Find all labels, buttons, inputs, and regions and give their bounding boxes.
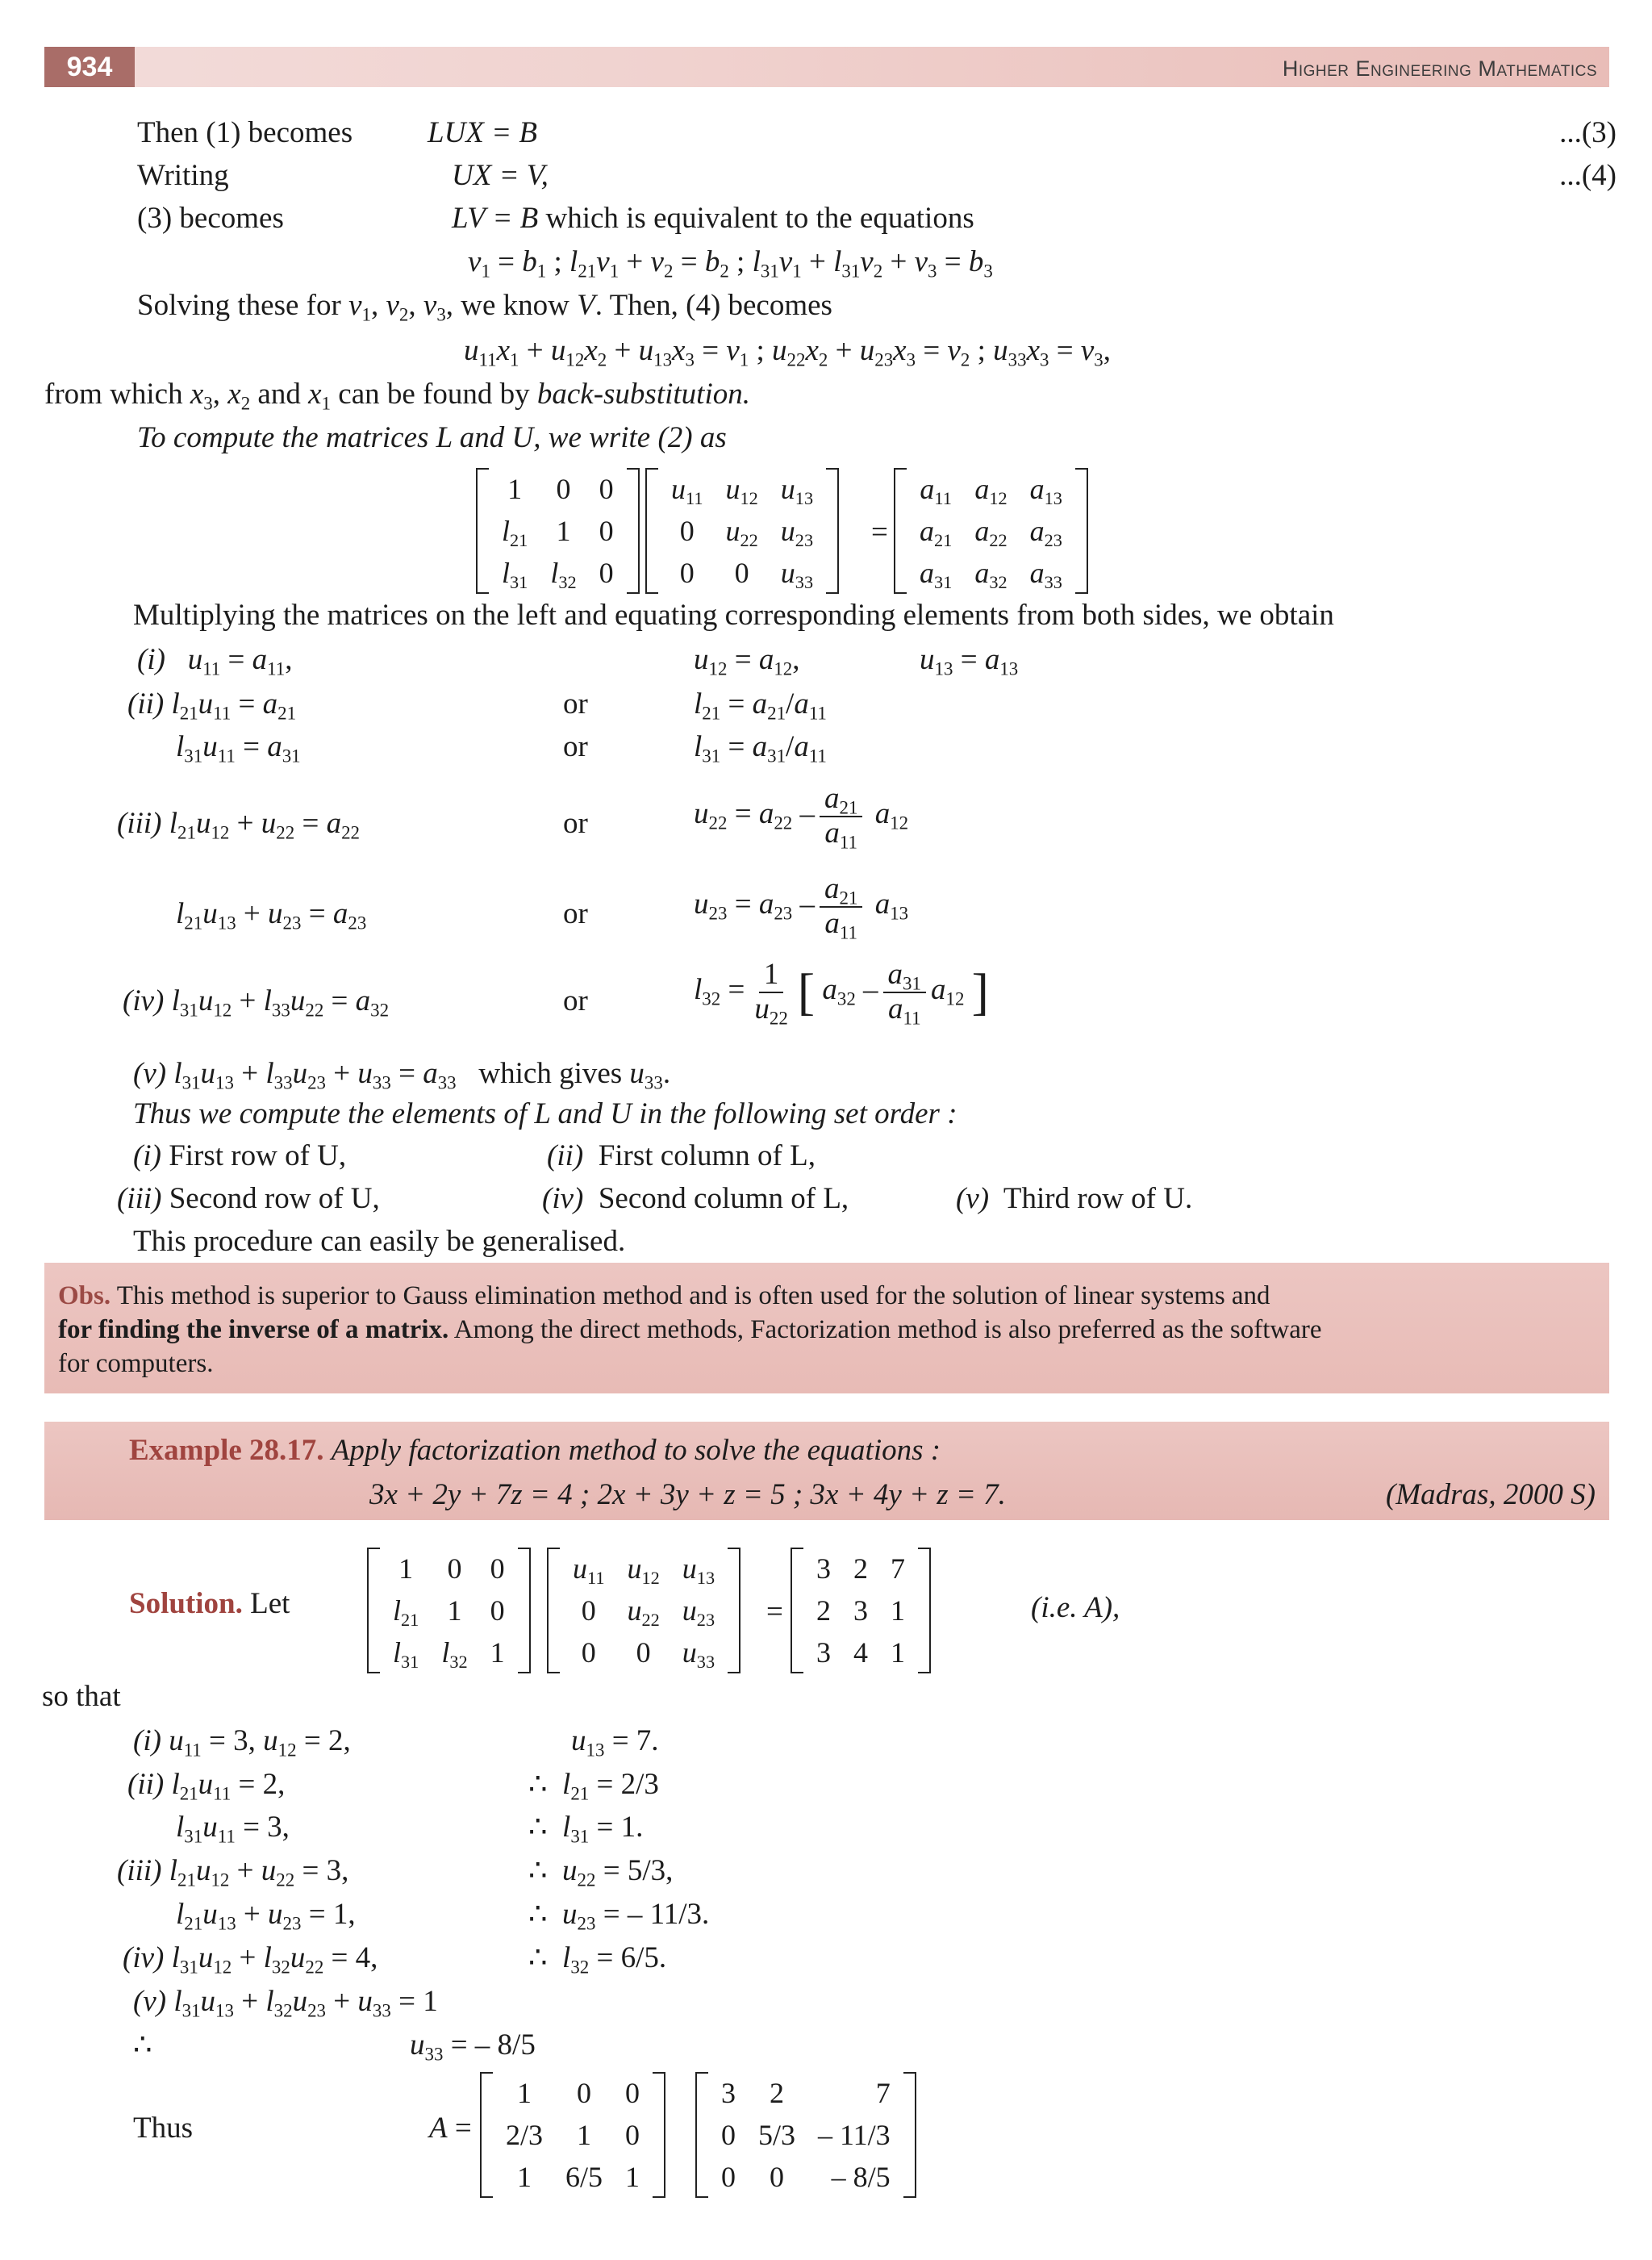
result-l-cell: 1 <box>625 2160 640 2193</box>
thus-compute-text: Thus we compute the elements of L and U in the following set order : <box>133 1097 957 1130</box>
which-gives: which gives <box>478 1057 623 1090</box>
solving-line: Solving these for $v_1$, $v_2$, $v_3$, we know V. Then, (4) becomes <box>137 289 832 325</box>
step-5-right: ∴ $u_{23}$ = – 11/3. <box>528 1898 710 1934</box>
result-u-row <box>710 2072 902 2114</box>
eq-iv-right: $l_{32}$ = $\frac{1}{u_{22}}$ [ $a_{32}$ – $\frac{a_{31}}{a_{11}}$ $a_{12}$ ] <box>694 958 989 1029</box>
from-which-b: and <box>250 378 309 411</box>
order-4-text: Second column of L, <box>598 1182 849 1215</box>
solving-b: , we know <box>445 289 578 322</box>
obs-text-1: This method is superior to Gauss elimination method and is often used for the solution of linear systems and <box>111 1281 1270 1310</box>
step-3-left: $l_{31}u_{11} = 3$, <box>176 1811 290 1847</box>
obs-text-2b: Among the direct methods, Factorization method is also preferred as the software <box>448 1315 1322 1344</box>
back-substitution: back-substitution. <box>536 378 750 411</box>
order-5: (v) Third row of U. <box>956 1182 1193 1215</box>
order-2-text: First column of L, <box>598 1139 816 1172</box>
a-equals-label: A = <box>429 2112 472 2145</box>
ie-a-text: (i.e. A), <box>1031 1591 1120 1624</box>
then-eq-text: LUX = B <box>428 116 537 149</box>
result-matrix-u <box>695 2072 916 2198</box>
matrix-a-row <box>805 1631 916 1673</box>
example-label: Example 28.17. <box>129 1434 324 1467</box>
order-2: (ii) First column of L, <box>547 1139 816 1172</box>
writing-label: Writing <box>137 159 229 192</box>
result-u-cell: 2 <box>770 2076 784 2109</box>
becomes3-rest: which is equivalent to the equations <box>538 202 974 235</box>
becomes3-label: (3) becomes <box>137 202 284 235</box>
order-1-text: First row of U, <box>169 1139 347 1172</box>
eq-v: (v) $l_{31}u_{13} + l_{33}u_{23} + u_{33} = a_{33}$ which gives $u_{33}$. <box>133 1057 671 1093</box>
result-l-row <box>494 2156 651 2198</box>
example-source <box>1386 1477 1596 1514</box>
solving-a: Solving these for <box>137 289 349 322</box>
eq-ii-b-left: $l_{31}u_{11} = a_{31}$ <box>176 730 301 767</box>
solution-matrix-a <box>791 1548 931 1673</box>
solution-equals: = <box>766 1595 783 1628</box>
example-equations-text: 3x + 2y + 7z = 4 ; 2x + 3y + z = 5 ; 3x + 4y + z = 7. <box>369 1478 1006 1511</box>
solution-matrix-l: 1 0 0 $l_{21}$ 1 0 $l_{31}$ $l_{32}$ 1 <box>367 1548 531 1673</box>
step-6-right: ∴ $l_{32} = 6/5$. <box>528 1941 667 1978</box>
matrix-l-symbolic: 1 0 0 $l_{21}$ 1 0 $l_{31}$ $l_{32}$ 0 <box>476 468 640 594</box>
result-l-cell: 0 <box>625 2118 640 2151</box>
eq-iii-left: (iii) $l_{21}u_{12} + u_{22} = a_{22}$ <box>117 807 361 843</box>
matrix-a-cell: 1 <box>891 1635 905 1669</box>
eq-ii-b-right: $l_{31} = a_{31}/a_{11}$ <box>694 730 827 767</box>
from-which-line: from which $x_3$, $x_2$ and $x_1$ can be found by back-substitution. <box>44 378 750 414</box>
solution-label: Solution. <box>129 1587 243 1620</box>
or-iii-b: or <box>563 897 588 930</box>
order-3: (iii) Second row of U, <box>117 1182 380 1215</box>
result-l-cell: 0 <box>577 2076 592 2109</box>
matrix-a-cell: 7 <box>891 1552 905 1585</box>
step-1-right: $u_{13} = 7$. <box>571 1724 659 1761</box>
matrix-a-row <box>805 1590 916 1631</box>
multiplying-line: Multiplying the matrices on the left and equating corresponding elements from both sides, we obtain <box>133 599 1334 632</box>
or-iv: or <box>563 984 588 1017</box>
result-u-cell: 5/3 <box>758 2118 796 2151</box>
eq-iii-b-right: $u_{23} = a_{23}$ – $\frac{a_{21}}{a_{11}}$ $a_{13}$ <box>694 872 909 943</box>
thus-label: Thus <box>133 2112 193 2145</box>
order-1: (i) First row of U, <box>133 1139 347 1172</box>
therefore-symbol: ∴ <box>133 2028 152 2062</box>
eq-ii-right: $l_{21} = a_{21}/a_{11}$ <box>694 687 827 724</box>
solution-let-text: Let <box>250 1587 290 1620</box>
example-header <box>129 1432 941 1469</box>
result-u-cell: – 8/5 <box>831 2160 891 2193</box>
result-l-cell: 6/5 <box>565 2160 603 2193</box>
order-5-text: Third row of U. <box>1003 1182 1193 1215</box>
to-compute-line <box>137 420 727 457</box>
becomes3-eq-text: LV = B <box>452 202 539 235</box>
generalised-line: This procedure can easily be generalised. <box>133 1225 626 1258</box>
matrix-a-cell: 2 <box>816 1594 831 1627</box>
step-6-left: (iv) $l_{31}u_{12} + l_{32}u_{22} = 4$, <box>123 1941 378 1978</box>
result-l-cell: 0 <box>625 2076 640 2109</box>
solution-matrix-u: $u_{11}$ $u_{12}$ $u_{13}$ 0 $u_{22}$ $u_{23}$ 0 0 $u_{33}$ <box>547 1548 740 1673</box>
result-u-row <box>710 2114 902 2156</box>
result-l-cell: 2/3 <box>506 2118 544 2151</box>
step-2-left: (ii) $l_{21}u_{11} = 2$, <box>127 1768 286 1804</box>
eq-iv-left: (iv) $l_{31}u_{12} + l_{33}u_{22} = a_{32}$ <box>123 984 390 1021</box>
step-4-right: ∴ $u_{22} = 5/3$, <box>528 1854 674 1890</box>
example-statement: Apply factorization method to solve the equations : <box>331 1434 941 1467</box>
matrix-a-cell: 1 <box>891 1594 905 1627</box>
matrix-a-cell: 3 <box>853 1594 868 1627</box>
running-head-text: Higher Engineering Mathematics <box>1282 56 1597 81</box>
matrix-a-cell: 4 <box>853 1635 868 1669</box>
result-matrix-l <box>480 2072 665 2198</box>
step-5-left: $l_{21}u_{13} + u_{23} = 1$, <box>176 1898 356 1934</box>
matrix-a-cell: 2 <box>853 1552 868 1585</box>
step-4-left: (iii) $l_{21}u_{12} + u_{22} = 3$, <box>117 1854 349 1890</box>
result-u-cell: 0 <box>770 2160 784 2193</box>
from-which-a: from which <box>44 378 190 411</box>
result-u-cell: 0 <box>721 2118 736 2151</box>
eq-i-left: (i) $u_{11} = a_{11}$, <box>137 643 293 679</box>
matrix-a-cell: 3 <box>816 1552 831 1585</box>
running-head <box>1283 56 1597 83</box>
result-u-cell: 0 <box>721 2160 736 2193</box>
step-7: (v) $l_{31}u_{13} + l_{32}u_{23} + u_{33} = 1$ <box>133 1985 438 2021</box>
obs-line-1 <box>58 1279 1270 1313</box>
from-which-c: can be found by <box>331 378 537 411</box>
obs-text-2a: for finding the inverse of a matrix. <box>58 1315 449 1344</box>
matrix-a-cell: 3 <box>816 1635 831 1669</box>
eq-ii-left: (ii) $l_{21}u_{11} = a_{21}$ <box>127 687 297 724</box>
obs-line-3: for computers. <box>58 1349 214 1378</box>
equals-sign: = <box>871 516 888 549</box>
thus-compute-line <box>133 1096 957 1133</box>
example-source-text: (Madras, 2000 S) <box>1385 1478 1596 1511</box>
u33-result: $u_{33}$ = – 8/5 <box>410 2028 536 2065</box>
eq-iii-right: $u_{22} = a_{22}$ – $\frac{a_{21}}{a_{11}}$ $a_{12}$ <box>694 782 909 853</box>
matrix-u-symbolic: $u_{11}$ $u_{12}$ $u_{13}$ 0 $u_{22}$ $u_{23}$ 0 0 $u_{33}$ <box>645 468 839 594</box>
result-l-cell: 1 <box>517 2076 532 2109</box>
result-u-cell: 7 <box>875 2076 891 2109</box>
result-u-cell: 3 <box>721 2076 736 2109</box>
equation-tag-3: ...(3) <box>1559 116 1617 149</box>
solution-let <box>129 1585 290 1623</box>
or-iii: or <box>563 807 588 840</box>
result-u-cell: – 11/3 <box>818 2118 891 2151</box>
so-that: so that <box>42 1680 121 1713</box>
or-ii: or <box>563 687 588 721</box>
becomes3-equation <box>452 200 974 237</box>
writing-eq-text: UX = V, <box>452 159 549 192</box>
result-u-row <box>710 2156 902 2198</box>
or-ii-b: or <box>563 730 588 763</box>
to-compute-text: To compute the matrices L and U, we write (2) as <box>137 421 727 454</box>
result-l-row <box>494 2114 651 2156</box>
eq-i-mid: $u_{12} = a_{12}$, <box>694 643 800 679</box>
example-equations <box>369 1477 1006 1514</box>
writing-equation <box>452 157 549 194</box>
then-label: Then (1) becomes <box>137 116 353 149</box>
result-l-row <box>494 2072 651 2114</box>
v-equations: $v_1 = b_1$ ; $l_{21}v_1 + v_2 = b_2$ ; $l_{31}v_1 + l_{31}v_2 + v_3 = b_3$ <box>468 245 993 282</box>
solving-c: . Then, (4) becomes <box>594 289 832 322</box>
ux-equations: $u_{11}x_1 + u_{12}x_2 + u_{13}x_3 = v_1$ ; $u_{22}x_2 + u_{23}x_3 = v_2$ ; $u_{33}x_3 = v_3$, <box>464 334 1111 370</box>
order-3-text: Second row of U, <box>169 1182 380 1215</box>
equation-tag-4: ...(4) <box>1559 159 1617 192</box>
page-number: 934 <box>44 47 135 87</box>
eq-iii-b-left: $l_{21}u_{13} + u_{23} = a_{23}$ <box>176 897 367 934</box>
step-2-right: ∴ $l_{21} = 2/3$ <box>528 1768 659 1804</box>
result-l-cell: 1 <box>577 2118 592 2151</box>
then-equation <box>428 115 537 152</box>
matrix-a-row <box>805 1548 916 1590</box>
obs-line-2 <box>58 1313 1322 1347</box>
step-1-left: (i) $u_{11} = 3$, $u_{12} = 2$, <box>133 1724 351 1761</box>
eq-i-right: $u_{13} = a_{13}$ <box>920 643 1019 679</box>
step-3-right: ∴ $l_{31} = 1$. <box>528 1811 644 1847</box>
order-4: (iv) Second column of L, <box>542 1182 849 1215</box>
obs-label: Obs. <box>58 1281 111 1310</box>
matrix-a-symbolic: $a_{11}$ $a_{12}$ $a_{13}$ $a_{21}$ $a_{22}$ $a_{23}$ $a_{31}$ $a_{32}$ $a_{33}$ <box>894 468 1088 594</box>
result-l-cell: 1 <box>517 2160 532 2193</box>
ie-a-label <box>1031 1590 1120 1627</box>
